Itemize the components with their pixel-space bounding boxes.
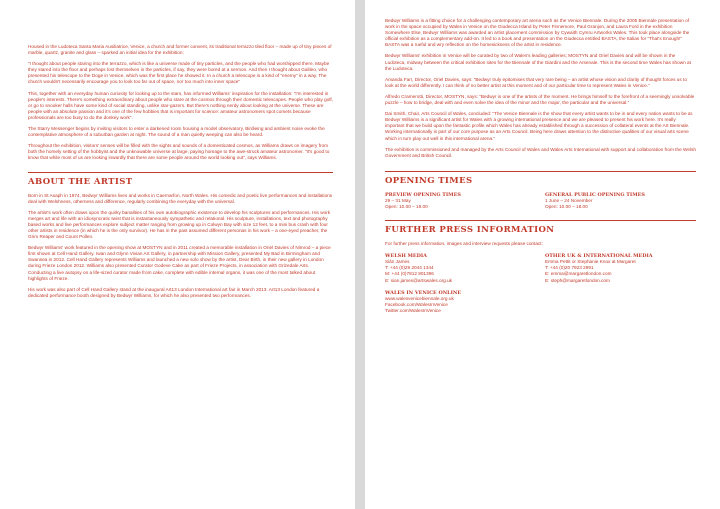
paragraph: His work was also part of Cell Hand Gallery stand at the inaugural Art13 London International art fair in March 2013. Art13 London featured a dedicated performance booth designed by Bedwyr Williams, for which he also presented two performances. (28, 286, 320, 298)
paragraph: The exhibition is commissioned and managed by the Arts Council of Wales and Wales Arts International with support and collaboration from the Welsh Government and British Council. (385, 146, 696, 158)
about-artist-heading: ABOUT THE ARTIST (28, 172, 333, 187)
general-times-lines: 1 June – 24 November Open: 10.00 – 18.00 (545, 197, 593, 209)
intro-text-left (28, 44, 333, 162)
paragraph: “I thought about people staring into the terrazzo, which is like a universe made of tiny particles, and the people who had worshipped there. Maybe they stared into the floor and perhaps lost themselves in the particles, if say, they were bored at a sermon. And then I thought about Galileo, who presented his telescope to the Doge in Venice, which was the first place he showed it. In a church a telescope is a kind of “enemy” in a way. The church wouldn't necessarily encourage you to look too far out of space, nor too much into inner space” (28, 61, 330, 85)
other-media-lines: Emma Pettit or Stephanie Knox at Margaret T: +44 (0)20 7923 2991 E: emma@margaretlondon.com E: steph@margaretlondon.com (545, 259, 636, 283)
paragraph: Bedwyr Williams is a fitting choice for a challenging contemporary art arena such as the Venice Biennale. During the 2005 Biennale presentation of work in the space occupied by Wales in Venice on the Giudecca Island by Peter Finnemore, Paul Granjon, and Laura Ford in the exhibition Somewhere Else, Bedwyr Williams was awarded an artist placement commission by Cywaith Cymru Artworks Wales. This took place alongside the official exhibition as a complementary add-on. It led to a book and presentation on the Giudecca entitled BASTA, the Italian for “That's Enough!” BASTA was a rueful and wry reflection on the homesickness of the artist in residence. (385, 18, 690, 48)
right-page (365, 0, 720, 509)
press-contacts (385, 253, 696, 283)
paragraph: Bedwyr Williams' work featured in the opening show at MOSTYN and in 2011 created a memorable installation in Oriel Davies of Nimrod – a piece first shown at Cell Hand Gallery. Iwan and Glynn Vivian Art Gallery, in partnership with Mission Gallery, presented My Bad in Birmingham and Swansea in 2012. Cell Hand Gallery represents Williams and launched a new solo show by the artist, Dear Birth, in their new gallery in London during Frieze London 2012. Williams also presented Curator Godeve Cake as part of Frieze Projects, in association with Grizedale Arts. Conducting a live autopsy on a life-sized curator made from cake, complete with edible internal organs, it was one of the most talked about highlights of Frieze. (28, 245, 331, 281)
general-times-title: GENERAL PUBLIC OPENING TIMES (545, 191, 645, 198)
paragraph: Housed in the Ludoteca Santa Maria Ausiliatrice, Venice, a church and former convent, its traditional terrazzo tiled floor – made up of tiny pieces of marble, quartz, granite and glass – sparked an initial idea for the exhibition: (28, 44, 332, 56)
about-artist-text (28, 193, 333, 299)
preview-times-lines: 29 – 31 May Open: 10.00 – 19.00 (385, 197, 428, 209)
online-title: WALES IN VENICE ONLINE (385, 289, 462, 296)
paragraph: This, together with an everyday human curiosity for looking up to the stars, has informed Williams' inspiration for the installation: “I'm interested in people's interests. There's something extraordinary about people who stare at the cosmos through their domestic telescopes. People who play golf, or go to snooker halls have some kind of social standing, unlike star-gazers. But there's nothing nerdy about looking at the universe. These are people with an absolute passion and it's one of the few hobbies that is important for science: amateur astronomers spot comets because professionals are too busy to do the donkey work”. (28, 90, 334, 120)
welsh-media-lines: Siân James T: +44 (0)29 2044 1344 M: +44 (0)7812 801396 E: sian.james@artswales.org.uk (385, 259, 453, 283)
intro-text-right (385, 18, 696, 159)
paragraph: Born in St Asaph in 1974, Bedwyr Williams lives and works in Caernarfon, North Wales. His comedic and poetic live performances and installations deal with Welshness, otherness and difference, regularly combining the everyday with the universal. (28, 192, 333, 204)
preview-times (385, 192, 525, 210)
opening-times (385, 192, 696, 210)
welsh-media-title: WELSH MEDIA (385, 253, 427, 260)
general-times (545, 192, 685, 210)
wales-in-venice-online (385, 290, 525, 314)
online-lines[interactable]: www.walesvenicebiennale.org.uk Facebook.com/WalesInVenice Twitter.com/WalesInVenice (385, 295, 454, 313)
opening-times-heading: OPENING TIMES (385, 171, 696, 186)
other-media-contact (545, 253, 685, 283)
paragraph: For further press information, images and interview requests please contact: (385, 241, 543, 247)
preview-times-title: PREVIEW OPENING TIMES (385, 191, 461, 198)
press-info-heading: FURTHER PRESS INFORMATION (385, 220, 696, 235)
paragraph: The Starry Messenger begins by inviting visitors to enter a darkened room housing a model observatory, Birdieing and ambient noise evoke the contemplative atmosphere of a suburban garden at night. The sound of a man quietly weeping can also be heard. (28, 126, 325, 138)
paragraph: Dai Smith, Chair, Arts Council of Wales, concluded: “The Venice Biennale is the show that every artist wants to be in and every nation wants to be at. Bedwyr Williams is a significant artist for Wales with a growing international presence and we are pleased to present his work here. It's really important that we build upon the fantastic profile which Wales has already established through a succession of collateral events at the Art Biennale. Working internationally is part of our core purpose as an Arts Council. Being here draws attention to the distinctive qualities of our visual arts scene which in turn play out well in this international arena.” (385, 111, 694, 141)
welsh-media-contact (385, 253, 525, 283)
paragraph: Alfredo Cramerotti, Director, MOSTYN, says: “Bedwyr is one of the artists of the moment. He brings himself to the forefront of a seemingly unsolvable puzzle – how to bridge, deal with and even solve the idea of the minor and the major, the particular and the universal.” (385, 93, 695, 106)
paragraph: Amanda Farr, Director, Oriel Davies, says: “Bedwyr truly epitomises that very rare being – an artist whose vision and clarity of thought forces us to look at the world differently. I can think of no better artist at this moment and of our particular time to represent Wales in Venice.” (385, 76, 687, 88)
paragraph: Bedwyr Williams' exhibition in Venice will be curated by two of Wales's leading galleries; MOSTYN and Oriel Davies and will be shown in the Ludoteca, midway between the critical exhibition sites for the Biennale of the Giardini and the Arsenale. This is the second time Wales has shown at the Ludoteca. (385, 53, 691, 71)
paragraph: The artist's work often draws upon the quirky banalities of his own autobiographic existence to develop his sculptures and performances. His work merges art and life with an idiosyncratic twist that is instantaneously sympathetic and relational. His sculpture, installations, text and photography based works and live performances explore subject matter ranging from growing up in Colwyn Bay with size 12 feet, to a mini bus crash with four other artists in residence (in which he is the only survivor). He has in the past assumed different personas in his work – a one-eyed preacher, the Grim Reaper and Count Pollen. (28, 209, 331, 240)
left-page (0, 0, 355, 509)
press-intro (385, 241, 696, 247)
online-links (385, 290, 696, 314)
paragraph: Throughout the exhibition, visitors' senses will be filled with the sights and sounds of a domesticated cosmos, as Williams draws on imagery from both the homely setting of the hobbyist and the unknowable universe at large, paying homage to the awe-struck amateur astronomer. “It's good to know that while most of us are looking inwardly that there are some people around the world looking out”, says Williams. (28, 143, 330, 161)
other-media-title: OTHER UK & INTERNATIONAL MEDIA (545, 253, 653, 260)
